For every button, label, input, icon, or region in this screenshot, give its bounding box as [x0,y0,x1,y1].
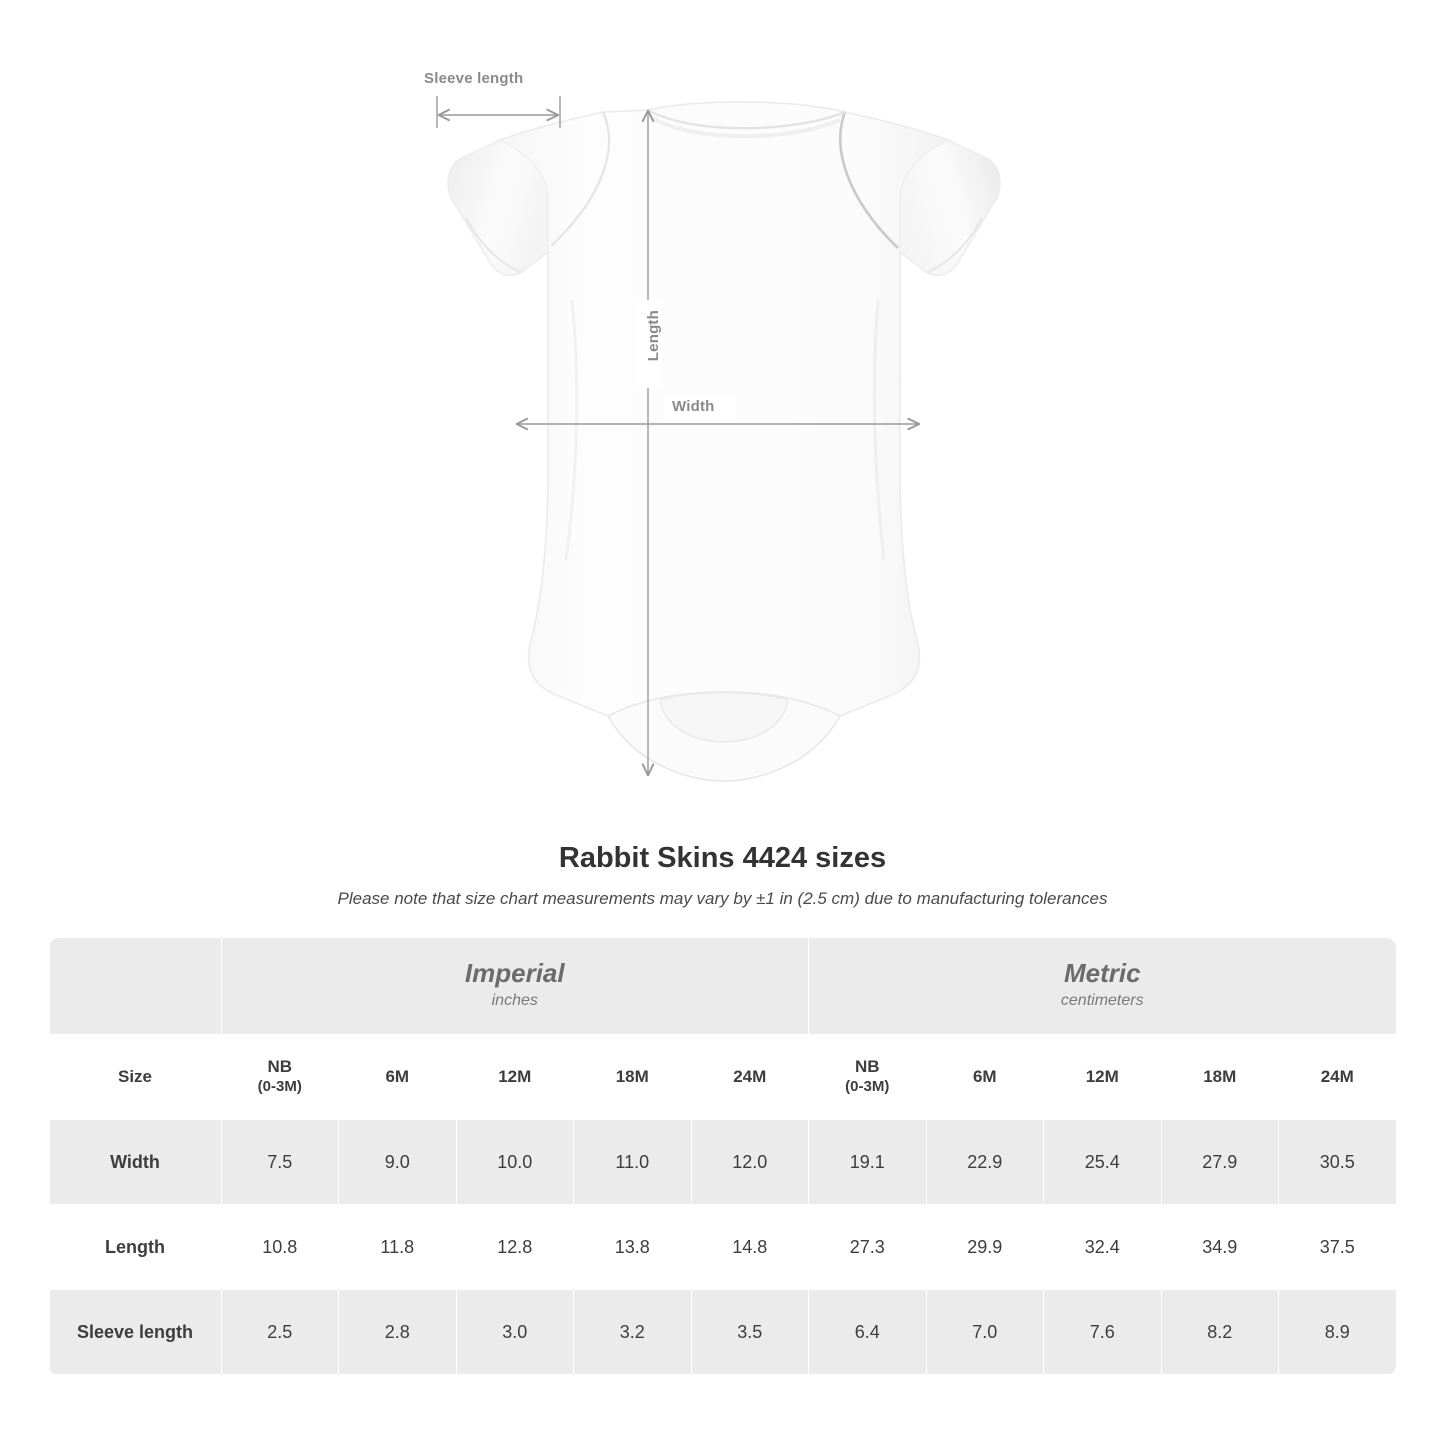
header-col-9: 24M [1279,1035,1397,1120]
unit-group-imperial [221,938,809,1035]
cell-width-5: 19.1 [809,1120,927,1205]
header-col-0-label: NB [267,1056,293,1076]
row-label-width: Width [49,1120,221,1205]
unit-row-spacer [49,938,221,1035]
cell-sleeve-4: 3.5 [691,1290,809,1375]
column-header-row [49,1035,1396,1120]
cell-sleeve-3: 3.2 [574,1290,692,1375]
width-dimension-label: Width [672,398,715,415]
header-size: Size [49,1035,221,1120]
header-col-3: 18M [574,1035,692,1120]
unit-group-metric-name: Metric [1063,958,1141,989]
cell-length-6: 29.9 [926,1205,1044,1290]
cell-width-8: 27.9 [1161,1120,1279,1205]
unit-group-imperial-sub: inches [491,991,538,1009]
cell-width-6: 22.9 [926,1120,1044,1205]
cell-sleeve-0: 2.5 [221,1290,339,1375]
cell-width-2: 10.0 [456,1120,574,1205]
header-col-5-label: NB [854,1056,880,1076]
cell-length-1: 11.8 [339,1205,457,1290]
cell-length-0: 10.8 [221,1205,339,1290]
cell-sleeve-7: 7.6 [1044,1290,1162,1375]
cell-sleeve-6: 7.0 [926,1290,1044,1375]
header-col-7: 12M [1044,1035,1162,1120]
header-col-4: 24M [691,1035,809,1120]
cell-sleeve-2: 3.0 [456,1290,574,1375]
sleeve-length-dimension-label: Sleeve length [424,70,524,87]
cell-length-8: 34.9 [1161,1205,1279,1290]
title-block [0,842,1445,909]
row-label-length: Length [49,1205,221,1290]
header-col-2: 12M [456,1035,574,1120]
unit-group-imperial-name: Imperial [464,958,565,989]
size-table [49,937,1397,1375]
header-col-5-sub: (0-3M) [845,1077,890,1095]
cell-sleeve-1: 2.8 [339,1290,457,1375]
cell-sleeve-9: 8.9 [1279,1290,1397,1375]
unit-group-metric [809,938,1397,1035]
row-label-sleeve-length: Sleeve length [49,1290,221,1375]
cell-width-3: 11.0 [574,1120,692,1205]
size-table-wrapper [49,937,1397,1375]
cell-length-9: 37.5 [1279,1205,1397,1290]
table-row [49,1205,1396,1290]
table-row [49,1290,1396,1375]
header-col-8: 18M [1161,1035,1279,1120]
cell-width-0: 7.5 [221,1120,339,1205]
cell-sleeve-8: 8.2 [1161,1290,1279,1375]
cell-length-7: 32.4 [1044,1205,1162,1290]
table-row [49,1120,1396,1205]
cell-length-5: 27.3 [809,1205,927,1290]
header-col-0 [221,1035,339,1120]
cell-sleeve-5: 6.4 [809,1290,927,1375]
cell-width-7: 25.4 [1044,1120,1162,1205]
tolerance-note: Please note that size chart measurements may vary by ±1 in (2.5 cm) due to manufacturing tolerances [337,889,1108,908]
unit-group-metric-sub: centimeters [1060,991,1144,1009]
cell-width-4: 12.0 [691,1120,809,1205]
page-title: Rabbit Skins 4424 sizes [558,842,887,874]
header-col-5 [809,1035,927,1120]
cell-width-1: 9.0 [339,1120,457,1205]
header-col-0-sub: (0-3M) [257,1077,302,1095]
unit-group-row [49,938,1396,1035]
length-dimension-label: Length [645,310,662,362]
cell-width-9: 30.5 [1279,1120,1397,1205]
header-col-6: 6M [926,1035,1044,1120]
cell-length-3: 13.8 [574,1205,692,1290]
cell-length-4: 14.8 [691,1205,809,1290]
cell-length-2: 12.8 [456,1205,574,1290]
header-col-1: 6M [339,1035,457,1120]
